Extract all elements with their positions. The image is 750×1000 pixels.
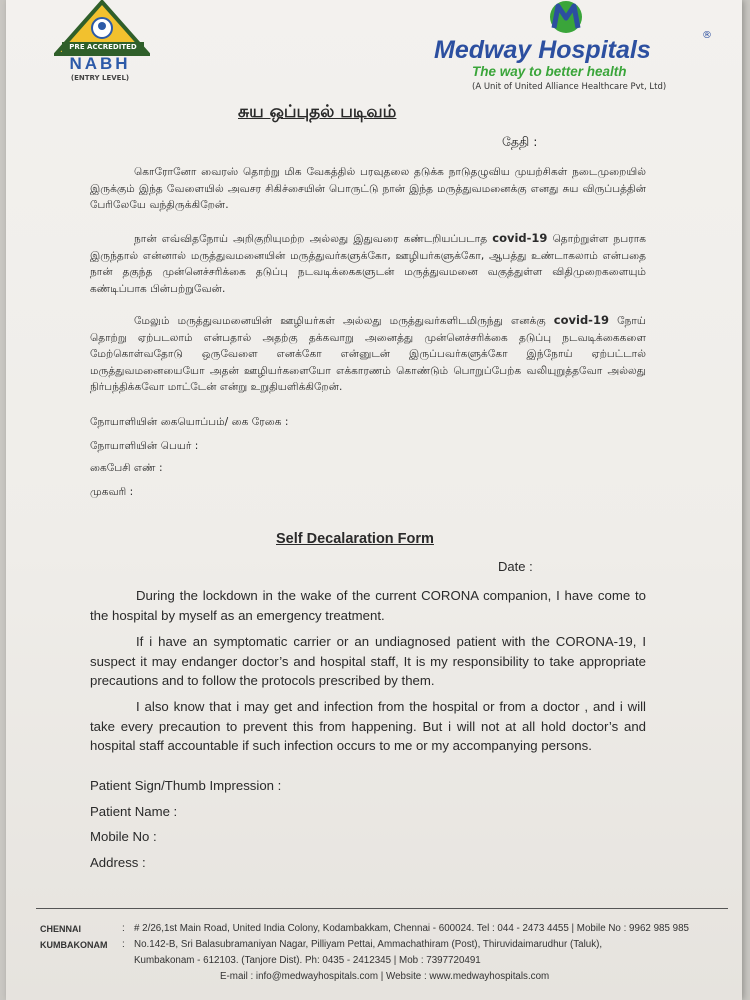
- nabh-accredited-text: PRE ACCREDITED: [62, 42, 144, 52]
- tamil-paragraph-1: கொரோனோ வைரஸ் தொற்று மிக வேகத்தில் பரவுதலை தடுக்க நாடுதழுவிய முயற்சிகள் நடைமுறையில் இருக்கும் இந்த வேளையில் அவசர சிகிச்சையின் பொருட்டு நான் இந்த மருத்துவமனைக்கு எனது சுய விருப்பத்தின் பேரிலேயே வந்திருக்கிறேன்.: [90, 166, 646, 212]
- tamil-date-label: தேதி :: [502, 134, 538, 149]
- tamil-paragraph-3: மேலும் மருத்துவமனையின் ஊழியர்கள் அல்லது மருத்துவர்களிடமிருந்து எனக்கு covid-19 நோய் தொற்று ஏற்படலாம் என்பதால் அதற்கு தக்கவாறு அனைத்து முன்னெச்சரிக்கை தடுப்பு நடவடிக்கைகளை மேற்கொள்வதோடு ஒருவேளை எனக்கோ என்னுடன் இருப்பவர்களுக்கோ இந்நோய் ஏற்பட்டால் மருத்துவமனையையோ அதன் ஊழியர்களையோ எக்காரணம் கொண்டும் பொறுப்பேற்க வலியுறுத்தவோ அல்லது நிர்பந்திக்கவோ மாட்டேன் என்று உறுதியளிக்கிறேன்.: [90, 313, 647, 394]
- footer-colon: :: [122, 923, 125, 934]
- footer-contact: E-mail : info@medwayhospitals.com | Website : www.medwayhospitals.com: [220, 971, 550, 982]
- address-field: Address :: [90, 855, 146, 870]
- medway-logo-icon: [544, 0, 588, 38]
- nabh-word: NABH: [69, 54, 131, 73]
- patient-sign-field: Patient Sign/Thumb Impression :: [90, 778, 282, 793]
- hospital-name: Medway Hospitals: [434, 36, 651, 64]
- footer-kumbakonam-address: No.142-B, Sri Balasubramaniyan Nagar, Pilliyam Pettai, Ammachathiram (Post), Thiruvidaimarudhur (Taluk),: [134, 939, 603, 950]
- footer-kumbakonam-label: KUMBAKONAM: [40, 940, 108, 950]
- footer-chennai-label: CHENNAI: [40, 924, 82, 934]
- document-page: [6, 0, 742, 1000]
- english-paragraph-2: If i have an symptomatic carrier or an undiagnosed patient with the CORONA-19, I suspect it may endanger doctor’s and hospital staff, It is my responsibility to take appropriate precautions and to follow the protocols prescribed by them.: [90, 634, 646, 688]
- english-paragraph-1: During the lockdown in the wake of the current CORONA companion, I have come to the hospital by myself as an emergency treatment.: [90, 588, 646, 623]
- patient-name-field: Patient Name :: [90, 804, 178, 819]
- tamil-address-field: முகவரி :: [90, 486, 134, 498]
- footer-divider: [36, 908, 728, 909]
- footer-chennai-address: # 2/26,1st Main Road, United India Colony, Kodambakkam, Chennai - 600024. Tel : 044 - 2473 4455 | Mobile No : 9962 985 985: [134, 923, 689, 934]
- english-form-title: Self Decalaration Form: [276, 531, 434, 547]
- nabh-level: (ENTRY LEVEL): [70, 74, 130, 82]
- tamil-paragraph-2: நான் எவ்விதநோய் அறிகுறியுமற்ற அல்லது இதுவரை கண்டறியப்படாத covid-19 தொற்றுள்ள நபராக இருந்தால் என்னால் மருத்துவமனையின் மருத்துவர்களுக்கோ, ஊழியர்களுக்கோ, ஆபத்து உண்டாகலாம் என்பதை நான் தகுந்த முன்னெச்சரிக்கை தடுப்பு நடவடிக்கைகளுடன் மருத்துவமனை வகுத்துள்ள விதிமுறைகளையும் கண்டிப்பாக பின்பற்றுவேன்.: [90, 231, 647, 295]
- hospital-unit: (A Unit of United Alliance Healthcare Pvt, Ltd): [472, 82, 667, 92]
- hospital-tagline: The way to better health: [472, 64, 627, 79]
- english-paragraph-3: I also know that i may get and infection from the hospital or from a doctor , and i will take every precaution to prevent this from happening. But i will not at all hold doctor’s and hospital staff accountable if such infection occurs to me or my accompanying persons.: [90, 699, 646, 753]
- nabh-logo: [50, 0, 154, 86]
- english-date-label: Date :: [498, 559, 533, 574]
- footer-kumbakonam-address-2: Kumbakonam - 612103. (Tanjore Dist). Ph: 0435 - 2412345 | Mob : 7397720491: [134, 955, 481, 966]
- tamil-name-field: நோயாளியின் பெயர் :: [90, 440, 199, 452]
- registered-mark: ®: [702, 30, 712, 41]
- tamil-signature-field: நோயாளியின் கையொப்பம்/ கை ரேகை :: [90, 416, 289, 428]
- tamil-form-title: சுய ஒப்புதல் படிவம்: [238, 102, 397, 122]
- mobile-no-field: Mobile No :: [90, 829, 157, 844]
- footer-colon: :: [122, 939, 125, 950]
- tamil-mobile-field: கைபேசி எண் :: [90, 462, 163, 474]
